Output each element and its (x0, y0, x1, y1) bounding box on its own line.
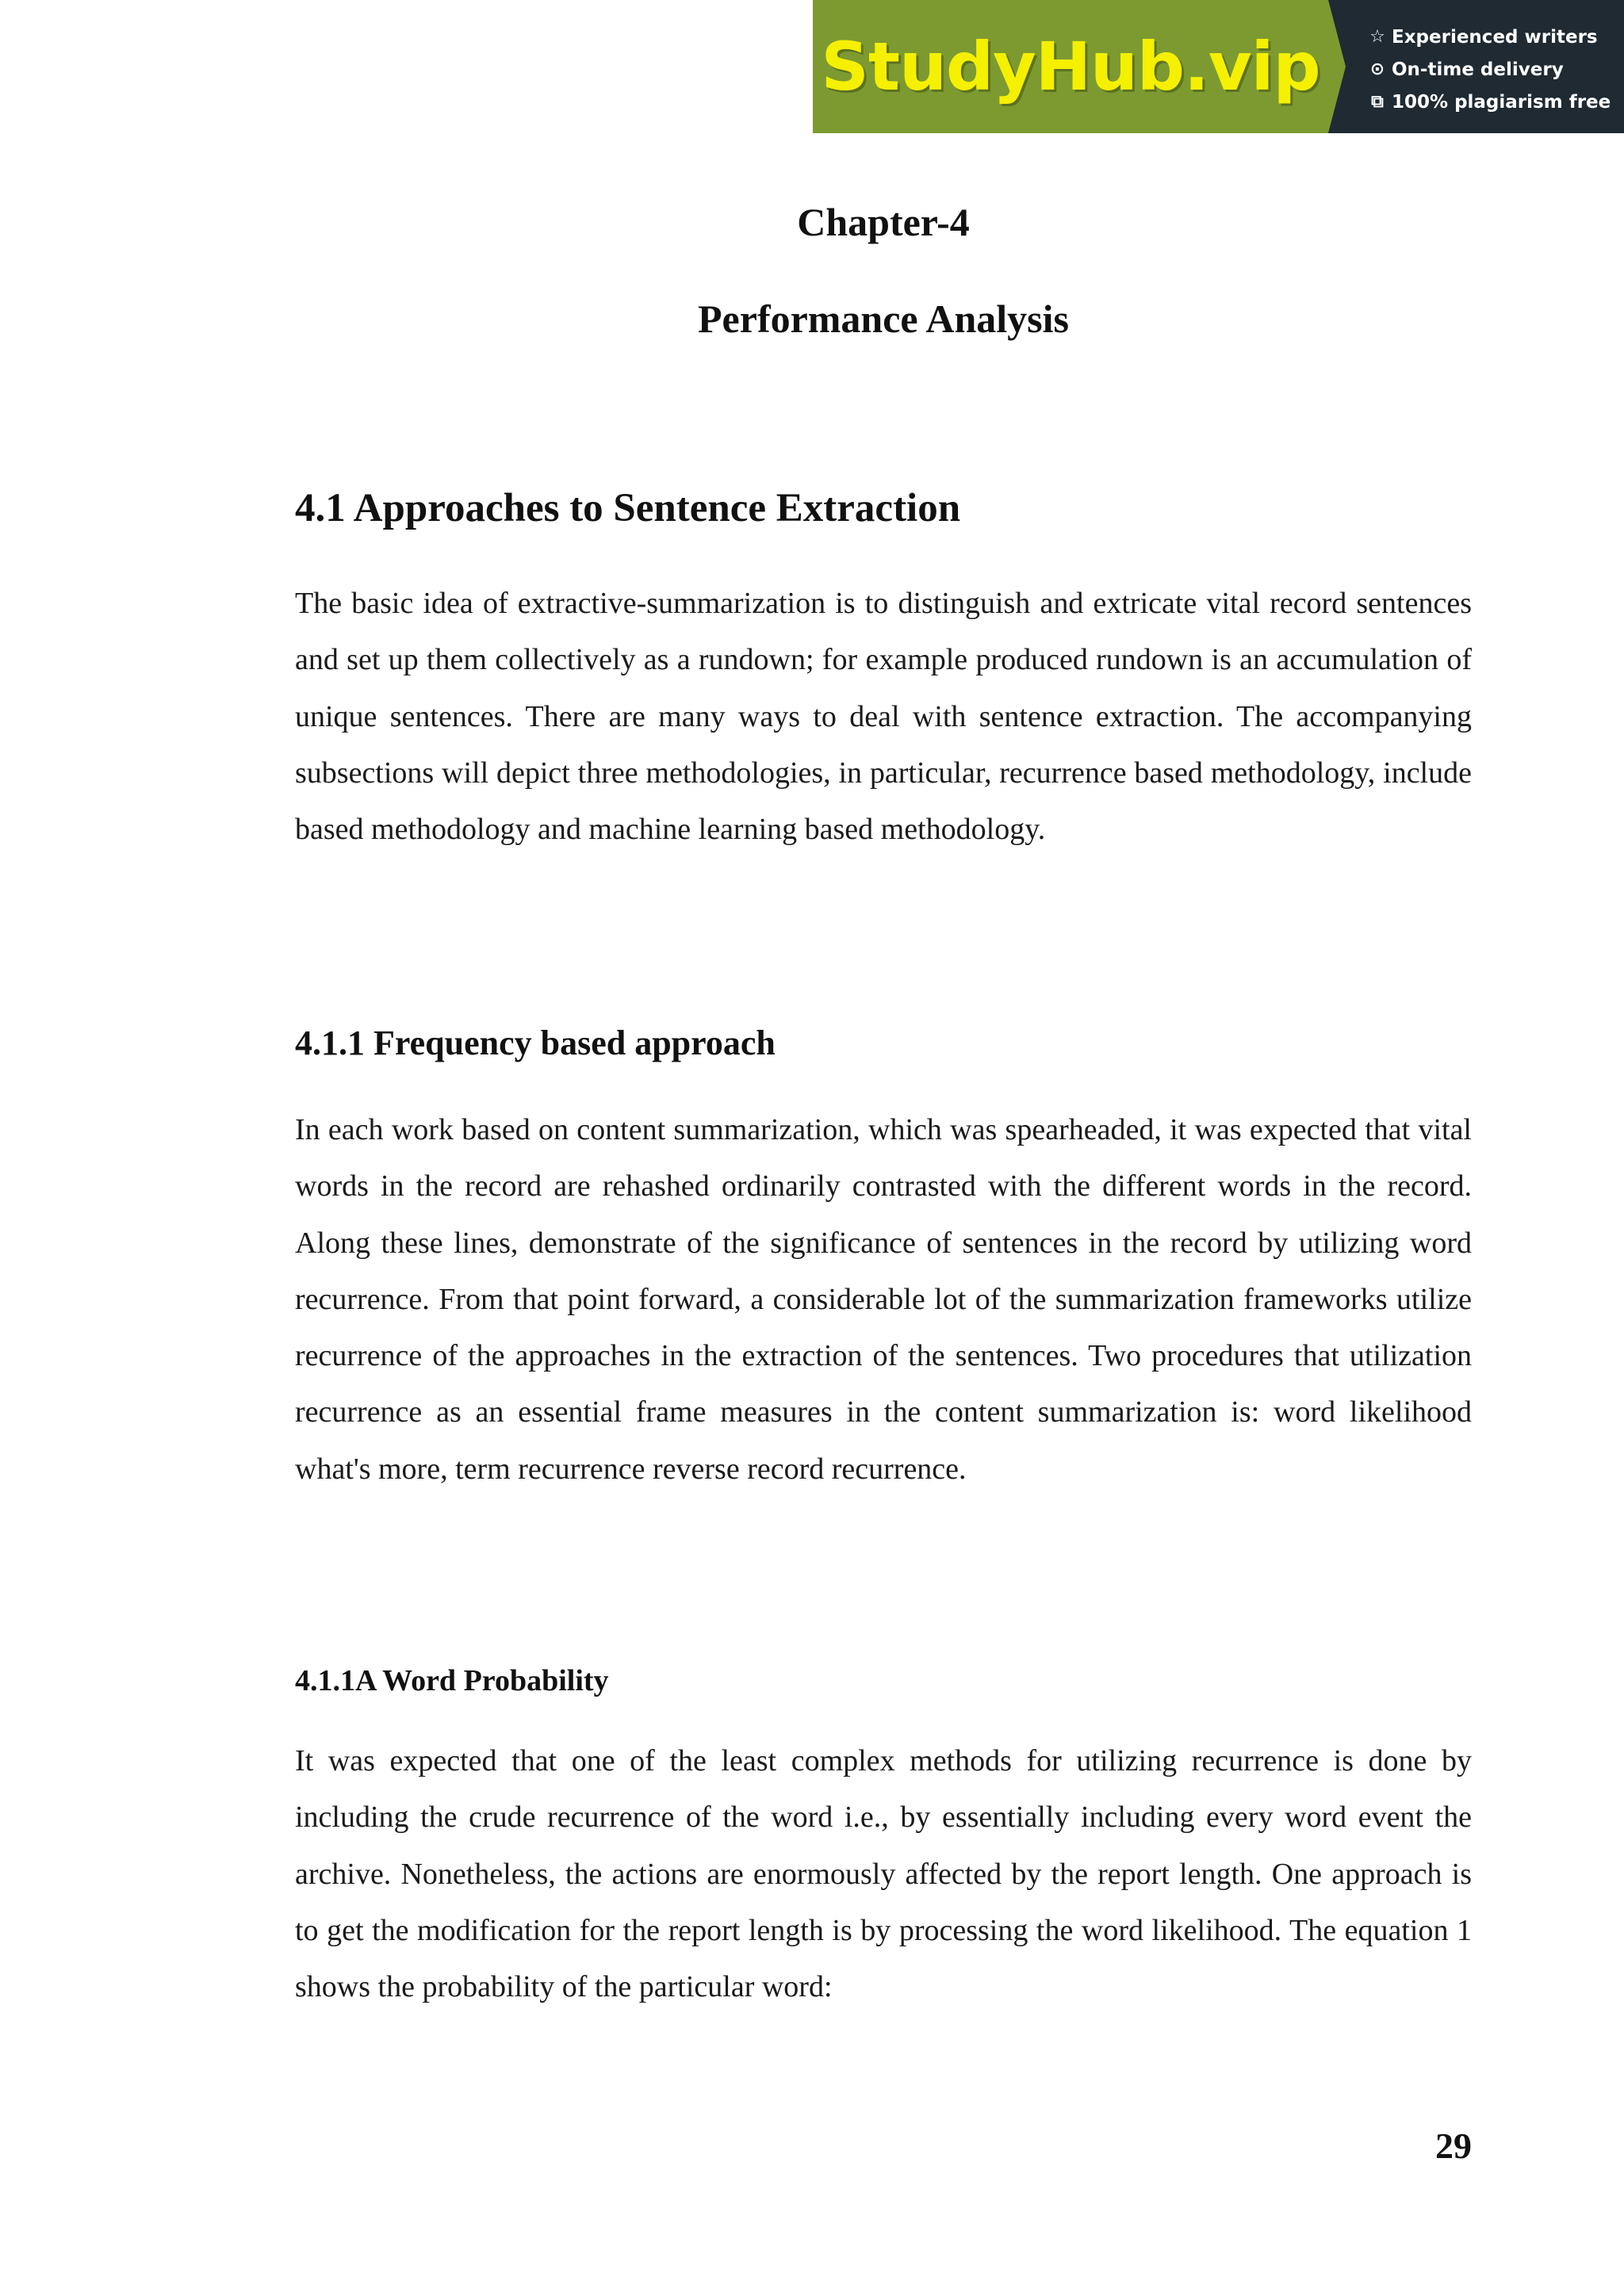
section-body-4-1-1a: It was expected that one of the least complex methods for utilizing recurrence is done by including the crude recurrence of the word i.e., by essentially including every word event the archive. Nonetheless, the actions are enormously affected by the report length. One approach is to get the modification for the report length is by processing the word likelihood. The equation 1 shows the probability of the particular word: (295, 1744, 1472, 2004)
feature-label: 100% plagiarism free (1392, 91, 1611, 113)
page-number: 29 (1435, 2126, 1472, 2166)
copy-icon: ⧉ (1371, 92, 1384, 112)
studyhub-banner[interactable] (813, 0, 1624, 133)
brand-block[interactable] (813, 0, 1328, 133)
section-heading-4-1-1a: 4.1.1A Word Probability (295, 1664, 609, 1697)
feature-experienced-writers (1368, 21, 1624, 53)
brand-logo: StudyHub.vip (821, 28, 1320, 105)
chapter-title: Performance Analysis (698, 297, 1069, 341)
section-body-4-1-1: In each work based on content summarization, which was spearheaded, it was expected that vital words in the record are rehashed ordinarily contrasted with the different words in the record. Along these lines, demonstrate of the significance of sentences in the record by utilizing word recurrence. From that point forward, a considerable lot of the summarization frameworks utilize recurrence of the approaches in the extraction of the sentences. Two procedures that utilization recurrence as an essential frame measures in the content summarization is: word likelihood what's more, term recurrence reverse record recurrence. (295, 1113, 1472, 1486)
feature-on-time-delivery (1368, 53, 1624, 86)
feature-list (1328, 0, 1624, 133)
section-body-4-1: The basic idea of extractive-summarization is to distinguish and extricate vital record sentences and set up them collectively as a rundown; for example produced rundown is an accumulation of unique sentences. There are many ways to deal with sentence extraction. The accompanying subsections will depict three methodologies, in particular, recurrence based methodology, include based methodology and machine learning based methodology. (295, 587, 1472, 847)
feature-plagiarism-free (1368, 86, 1624, 118)
brand-notch (1328, 0, 1346, 133)
document-page (295, 190, 1472, 2004)
section-heading-4-1: 4.1 Approaches to Sentence Extraction (295, 486, 961, 530)
chapter-number: Chapter-4 (797, 200, 970, 244)
star-icon: ☆ (1369, 27, 1385, 47)
clock-icon: ⊙ (1369, 59, 1385, 79)
feature-label: Experienced writers (1392, 26, 1598, 48)
section-heading-4-1-1: 4.1.1 Frequency based approach (295, 1024, 776, 1062)
feature-label: On-time delivery (1392, 59, 1564, 80)
